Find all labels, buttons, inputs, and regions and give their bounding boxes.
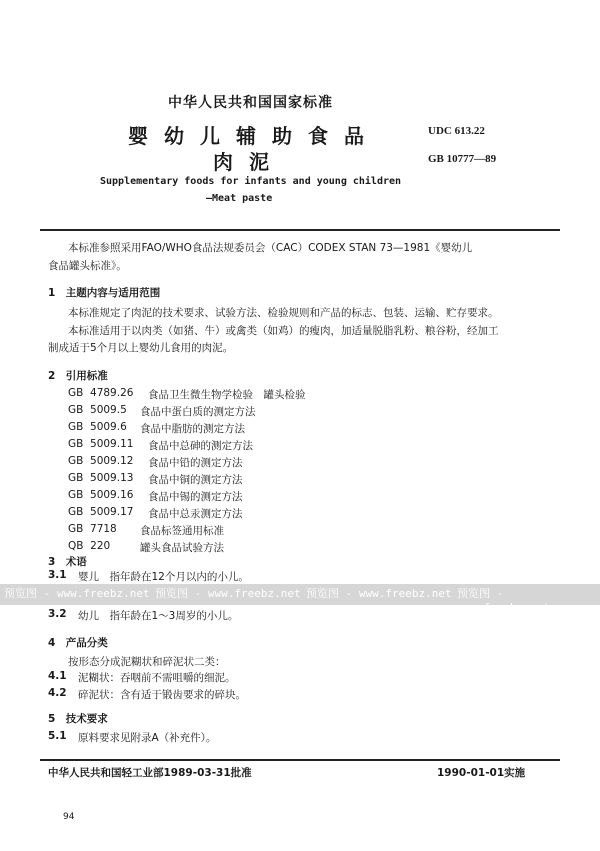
section-heading: 2 引用标准 (48, 370, 108, 382)
reference-code: QB 220 (68, 540, 111, 552)
paragraph-line: 制成适于5个月以上婴幼儿食用的肉泥。 (48, 342, 234, 354)
reference-code: GB 5009.6 (68, 421, 127, 433)
issuing-org: 中华人民共和国国家标准 (168, 95, 333, 111)
approval-date: 中华人民共和国轻工业部1989-03-31批准 (48, 767, 252, 779)
doc-subtitle: 肉泥 (213, 150, 285, 174)
paragraph-line: 本标准适用于以肉类（如猪、牛）或禽类（如鸡）的瘦肉，加适量脱脂乳粉、粮谷粉，经加工 (68, 325, 499, 337)
intro-line: 本标准参照采用FAO/WHO食品法规委员会（CAC）CODEX STAN 73—1981《婴幼儿 (68, 242, 473, 254)
section-heading: 1 主题内容与适用范围 (48, 287, 161, 299)
reference-code: GB 5009.5 (68, 404, 127, 416)
reference-title: 食品标签通用标准 (140, 525, 224, 537)
english-subtitle: —Meat paste (206, 193, 273, 204)
reference-title: 食品中总砷的测定方法 (148, 440, 253, 452)
reference-code: GB 5009.16 (68, 489, 134, 501)
watermark-text: 预览图 - www.freebz.net (155, 587, 301, 600)
term-number: 3.2 (48, 608, 67, 620)
section-heading: 4 产品分类 (48, 637, 108, 649)
reference-title: 食品中总汞测定方法 (148, 508, 243, 520)
reference-title: 食品中铜的测定方法 (148, 474, 243, 486)
watermark-text: 预览图 - www.freebz.net (306, 587, 452, 600)
paragraph-line: 本标准规定了肉泥的技术要求、试验方法、检验规则和产品的标志、包装、运输、贮存要求。 (68, 307, 499, 319)
header-rule (40, 229, 560, 231)
reference-code: GB 7718 (68, 523, 117, 535)
gb-code: GB 10777—89 (428, 153, 497, 165)
section-heading: 5 技术要求 (48, 713, 108, 725)
footer-rule (40, 759, 560, 761)
item-number: 4.1 (48, 670, 67, 682)
watermark-text: 预览图 - www.freebz.net (4, 587, 150, 600)
section-heading: 3 术语 (48, 556, 87, 568)
reference-code: GB 5009.12 (68, 455, 134, 467)
item-number: 5.1 (48, 730, 67, 742)
effective-date: 1990-01-01实施 (437, 767, 526, 779)
udc-code: UDC 613.22 (428, 125, 485, 137)
term-text: 婴儿 指年龄在12个月以内的小儿。 (78, 571, 249, 583)
reference-code: GB 4789.26 (68, 387, 134, 399)
item-number: 4.2 (48, 687, 67, 699)
reference-code: GB 5009.11 (68, 438, 134, 450)
reference-title: 食品中蛋白质的测定方法 (140, 406, 256, 418)
item-text: 泥糊状：吞咽前不需咀嚼的细泥。 (78, 672, 236, 684)
reference-code: GB 5009.13 (68, 472, 134, 484)
paragraph-line: 按形态分成泥糊状和碎泥状二类： (68, 656, 226, 668)
intro-line: 食品罐头标准》。 (48, 260, 127, 272)
page-number: 94 (63, 812, 75, 822)
reference-title: 罐头食品试验方法 (140, 542, 224, 554)
reference-title: 食品卫生微生物学检验 罐头检验 (148, 389, 306, 401)
reference-code: GB 5009.17 (68, 506, 134, 518)
english-title: Supplementary foods for infants and young children (100, 176, 402, 187)
item-text: 原料要求见附录A（补充件）。 (78, 732, 217, 744)
doc-title: 婴幼儿辅助食品 (128, 124, 380, 148)
reference-title: 食品中铅的测定方法 (148, 457, 243, 469)
watermark-text: 预览图 - www.freebz.net (457, 587, 550, 614)
reference-title: 食品中锡的测定方法 (148, 491, 243, 503)
term-text: 幼儿 指年龄在1～3周岁的小儿。 (78, 610, 239, 622)
item-text: 碎泥状：含有适于锻齿要求的碎块。 (78, 689, 246, 701)
term-number: 3.1 (48, 569, 67, 581)
reference-title: 食品中脂肪的测定方法 (140, 423, 245, 435)
